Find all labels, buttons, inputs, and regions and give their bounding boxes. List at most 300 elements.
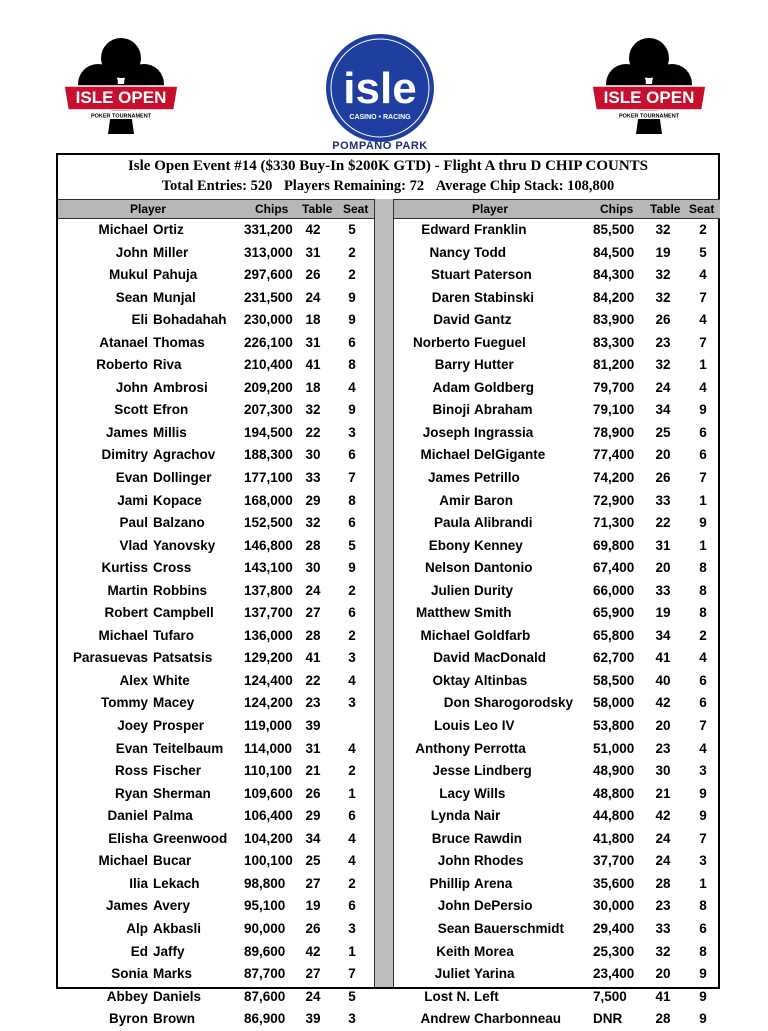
player-row — [394, 309, 720, 332]
table-number: 32 — [655, 289, 671, 305]
chip-count: 109,600 — [244, 785, 293, 801]
seat-number: 7 — [699, 718, 707, 734]
seat-number: 6 — [348, 898, 356, 914]
first-name: David — [433, 312, 470, 328]
first-name: Matthew — [416, 605, 470, 621]
seat-number: 1 — [348, 785, 356, 801]
player-row — [58, 692, 374, 715]
player-row — [58, 309, 374, 332]
table-number: 18 — [305, 312, 321, 328]
first-name: Lacy — [439, 785, 470, 801]
seat-number: 9 — [699, 1011, 707, 1027]
chip-count: 95,100 — [244, 898, 286, 914]
first-name: Paul — [119, 515, 148, 531]
last-name: Kopace — [153, 492, 202, 508]
player-row — [58, 918, 374, 941]
player-row — [58, 783, 374, 806]
chip-count: 84,200 — [593, 289, 635, 305]
seat-number: 1 — [699, 357, 707, 373]
player-row — [394, 580, 720, 603]
players-remaining: Players Remaining: 72 — [283, 178, 425, 194]
chip-count: 297,600 — [244, 267, 293, 283]
table-number: 30 — [655, 763, 671, 779]
last-name: Dantonio — [474, 560, 533, 576]
header-chips: Chips — [600, 202, 634, 216]
seat-number: 8 — [699, 560, 707, 576]
player-row — [58, 828, 374, 851]
seat-number: 9 — [348, 289, 356, 305]
seat-number: 4 — [699, 312, 707, 328]
chip-count: 41,800 — [593, 830, 635, 846]
chip-count: 62,700 — [593, 650, 635, 666]
chip-count: 29,400 — [593, 920, 635, 936]
seat-number: 9 — [699, 515, 707, 531]
seat-number: 3 — [348, 424, 356, 440]
first-name: Vlad — [119, 537, 148, 553]
header-seat: Seat — [689, 202, 715, 216]
seat-number: 4 — [699, 650, 707, 666]
player-row — [58, 986, 374, 1009]
seat-number: 2 — [348, 875, 356, 891]
seat-number: 8 — [699, 943, 707, 959]
seat-number: 4 — [348, 672, 356, 688]
player-row — [394, 986, 720, 1009]
table-number: 28 — [305, 627, 321, 643]
seat-number: 2 — [348, 627, 356, 643]
chip-count: DNR — [593, 1011, 623, 1027]
player-row — [58, 602, 374, 625]
last-name: Cross — [153, 560, 192, 576]
seat-number: 7 — [699, 289, 707, 305]
player-row — [394, 354, 720, 377]
player-row — [394, 850, 720, 873]
table-number: 24 — [655, 853, 671, 869]
last-name: Leo IV — [474, 718, 515, 734]
seat-number: 6 — [699, 672, 707, 688]
player-row — [58, 738, 374, 761]
first-name: Michael — [420, 627, 470, 643]
table-number: 34 — [655, 627, 671, 643]
first-name: Phillip — [429, 875, 470, 891]
seat-number: 6 — [348, 334, 356, 350]
first-name: Martin — [107, 582, 148, 598]
chip-count: 188,300 — [244, 447, 293, 463]
first-name: David — [433, 650, 470, 666]
player-row — [394, 512, 720, 535]
last-name: MacDonald — [474, 650, 547, 666]
table-number: 32 — [655, 943, 671, 959]
player-row — [394, 873, 720, 896]
event-summary — [58, 178, 718, 195]
last-name: Baron — [474, 492, 514, 508]
badge-subtext: POKER TOURNAMENT — [618, 113, 680, 120]
table-number: 30 — [305, 560, 321, 576]
player-row — [394, 941, 720, 964]
last-name: Durity — [474, 582, 514, 598]
last-name: Goldberg — [474, 379, 534, 395]
table-number: 21 — [655, 785, 671, 801]
player-row — [58, 242, 374, 265]
player-row — [58, 963, 374, 986]
last-name: Ingrassia — [474, 424, 534, 440]
venue-name: POMPANO PARK — [332, 140, 428, 152]
chip-count: 77,400 — [593, 447, 635, 463]
player-row — [394, 444, 720, 467]
chip-count: 79,100 — [593, 402, 635, 418]
player-row — [58, 467, 374, 490]
table-number: 21 — [305, 763, 321, 779]
seat-number: 4 — [348, 740, 356, 756]
chip-count: 53,800 — [593, 718, 635, 734]
last-name: Nair — [474, 808, 501, 824]
player-row — [394, 535, 720, 558]
chip-count: 86,900 — [244, 1011, 286, 1027]
player-row — [58, 670, 374, 693]
chip-count: 87,600 — [244, 988, 286, 1004]
table-number: 32 — [305, 515, 321, 531]
table-number: 29 — [305, 808, 321, 824]
first-name: Michael — [98, 222, 148, 237]
chip-count: 71,300 — [593, 515, 635, 531]
last-name: Bucar — [153, 853, 192, 869]
table-number: 28 — [305, 537, 321, 553]
table-number: 22 — [305, 672, 321, 688]
chip-count: 100,100 — [244, 853, 293, 869]
table-number: 42 — [655, 695, 671, 711]
chip-count: 106,400 — [244, 808, 293, 824]
first-name: Don — [443, 695, 470, 711]
chip-count: 104,200 — [244, 830, 293, 846]
first-name: Anthony — [415, 740, 470, 756]
seat-number: 9 — [699, 808, 707, 824]
table-number: 41 — [655, 988, 671, 1004]
player-row — [394, 467, 720, 490]
last-name: Millis — [153, 424, 187, 440]
chip-count: 146,800 — [244, 537, 293, 553]
chip-count: 69,800 — [593, 537, 635, 553]
first-name: Bruce — [431, 830, 470, 846]
seat-number: 7 — [699, 830, 707, 846]
chip-count: 177,100 — [244, 470, 293, 486]
seat-number: 9 — [348, 560, 356, 576]
first-name: Robert — [104, 605, 148, 621]
table-number: 23 — [655, 740, 671, 756]
table-number: 33 — [655, 582, 671, 598]
chip-count: 124,200 — [244, 695, 293, 711]
player-row — [394, 692, 720, 715]
table-number: 27 — [305, 875, 321, 891]
player-row — [58, 580, 374, 603]
first-name: Julien — [430, 582, 470, 598]
last-name: Smith — [474, 605, 512, 621]
seat-number: 8 — [699, 582, 707, 598]
chip-count: 83,900 — [593, 312, 635, 328]
last-name: DePersio — [474, 898, 533, 914]
last-name: Sherman — [153, 785, 211, 801]
last-name: Akbasli — [153, 920, 202, 936]
first-name: Andrew — [420, 1011, 470, 1027]
player-row — [394, 490, 720, 513]
last-name: Prosper — [153, 718, 205, 734]
chip-count: 66,000 — [593, 582, 635, 598]
first-name: Edward — [421, 222, 470, 237]
table-number: 24 — [305, 289, 321, 305]
seat-number: 8 — [699, 605, 707, 621]
first-name: John — [437, 853, 470, 869]
table-number: 25 — [655, 424, 671, 440]
seat-number: 2 — [348, 244, 356, 260]
table-number: 26 — [305, 920, 321, 936]
first-name: Dimitry — [101, 447, 148, 463]
table-number: 23 — [655, 334, 671, 350]
chip-count: 83,300 — [593, 334, 635, 350]
player-row — [394, 377, 720, 400]
chip-count: 87,700 — [244, 966, 286, 982]
player-list-left — [58, 219, 374, 1031]
table-number: 24 — [655, 830, 671, 846]
first-name: Scott — [114, 402, 148, 418]
last-name: Munjal — [153, 289, 196, 305]
last-name: DelGigante — [474, 447, 546, 463]
table-number: 20 — [655, 560, 671, 576]
first-name: Daniel — [107, 808, 148, 824]
isle-open-logo-left — [60, 34, 182, 142]
seat-number: 9 — [699, 988, 707, 1004]
seat-number: 6 — [348, 605, 356, 621]
seat-number: 6 — [699, 920, 707, 936]
last-name: Ambrosi — [153, 379, 208, 395]
player-row — [394, 918, 720, 941]
last-name: Wills — [474, 785, 506, 801]
chip-count: 114,000 — [244, 740, 293, 756]
chip-count: 25,300 — [593, 943, 635, 959]
chip-count: 58,500 — [593, 672, 635, 688]
first-name: Jesse — [432, 763, 470, 779]
player-row — [58, 647, 374, 670]
table-number: 31 — [305, 740, 321, 756]
chip-count: 207,300 — [244, 402, 293, 418]
first-name: Roberto — [96, 357, 148, 373]
chip-count: 85,500 — [593, 222, 635, 237]
chip-count: 51,000 — [593, 740, 635, 756]
last-name: Abraham — [474, 402, 533, 418]
seat-number: 9 — [348, 312, 356, 328]
first-name: Parasuevas — [72, 650, 148, 666]
seat-number: 5 — [348, 222, 356, 237]
player-row — [394, 602, 720, 625]
seat-number: 6 — [699, 424, 707, 440]
chip-count: 110,100 — [244, 763, 293, 779]
seat-number: 9 — [699, 966, 707, 982]
table-number: 20 — [655, 718, 671, 734]
seat-number: 2 — [348, 582, 356, 598]
seat-number: 3 — [348, 1011, 356, 1027]
player-row — [394, 647, 720, 670]
first-name: Jami — [117, 492, 148, 508]
seat-number: 1 — [699, 492, 707, 508]
seat-number: 8 — [699, 898, 707, 914]
table-number: 41 — [655, 650, 671, 666]
player-row — [394, 760, 720, 783]
player-row — [394, 738, 720, 761]
first-name: Atanael — [99, 334, 148, 350]
chip-count: 168,000 — [244, 492, 293, 508]
table-number: 33 — [305, 470, 321, 486]
last-name: Lekach — [153, 875, 200, 891]
first-name: Ilia — [129, 875, 148, 891]
chip-count: 84,300 — [593, 267, 635, 283]
chip-count: 90,000 — [244, 920, 286, 936]
last-name: Greenwood — [153, 830, 228, 846]
table-number: 20 — [655, 447, 671, 463]
first-name: Louis — [434, 718, 470, 734]
first-name: Amir — [439, 492, 470, 508]
last-name: Dollinger — [153, 470, 212, 486]
player-row — [58, 332, 374, 355]
event-title: Isle Open Event #14 ($330 Buy-In $200K GTD) - Flight A thru D CHIP COUNTS — [127, 158, 649, 174]
logo-subtext: CASINO • RACING — [349, 114, 411, 121]
table-number: 22 — [655, 515, 671, 531]
first-name: Ebony — [428, 537, 470, 553]
last-name: Agrachov — [153, 447, 216, 463]
player-row — [58, 760, 374, 783]
first-name: Michael — [98, 627, 148, 643]
column-header-left — [58, 199, 374, 219]
player-row — [394, 828, 720, 851]
chip-count: 78,900 — [593, 424, 635, 440]
first-name: Eli — [131, 312, 148, 328]
first-name: Nelson — [424, 560, 470, 576]
chip-count: 84,500 — [593, 244, 635, 260]
last-name: Campbell — [153, 605, 214, 621]
last-name: Petrillo — [474, 470, 520, 486]
table-number: 27 — [305, 605, 321, 621]
first-name: James — [427, 470, 470, 486]
player-row — [394, 670, 720, 693]
header-player: Player — [472, 202, 509, 216]
table-number: 29 — [305, 492, 321, 508]
seat-number: 6 — [348, 447, 356, 463]
last-name: Avery — [153, 898, 191, 914]
first-name: Joseph — [422, 424, 470, 440]
last-name: Paterson — [474, 267, 532, 283]
last-name: Tufaro — [153, 627, 194, 643]
player-row — [58, 264, 374, 287]
table-number: 39 — [305, 718, 321, 734]
seat-number: 4 — [348, 830, 356, 846]
chip-count: 210,400 — [244, 357, 293, 373]
player-row — [394, 783, 720, 806]
table-number: 34 — [655, 402, 671, 418]
last-name: Charbonneau — [474, 1011, 562, 1027]
player-row — [394, 625, 720, 648]
average-stack: Average Chip Stack: 108,800 — [435, 178, 615, 194]
last-name: Perrotta — [474, 740, 526, 756]
first-name: Joey — [117, 718, 148, 734]
first-name: Daren — [431, 289, 470, 305]
table-number: 31 — [305, 244, 321, 260]
seat-number: 3 — [348, 695, 356, 711]
last-name: Yarina — [474, 966, 515, 982]
player-row — [394, 264, 720, 287]
seat-number: 9 — [348, 402, 356, 418]
last-name: Brown — [153, 1011, 195, 1027]
chip-count: 226,100 — [244, 334, 293, 350]
table-number: 32 — [655, 267, 671, 283]
seat-number: 2 — [699, 222, 707, 237]
seat-number: 4 — [348, 853, 356, 869]
chip-count: 58,000 — [593, 695, 635, 711]
first-name: Byron — [108, 1011, 148, 1027]
chip-count: 129,200 — [244, 650, 293, 666]
seat-number: 4 — [699, 267, 707, 283]
table-number: 24 — [655, 379, 671, 395]
table-number: 42 — [305, 943, 321, 959]
last-name: Gantz — [474, 312, 512, 328]
first-name: Evan — [115, 740, 148, 756]
header-player: Player — [130, 202, 167, 216]
column-divider — [374, 199, 394, 987]
first-name: John — [115, 379, 148, 395]
seat-number: 3 — [699, 763, 707, 779]
player-row — [58, 715, 374, 738]
player-row — [58, 490, 374, 513]
last-name: Macey — [153, 695, 195, 711]
player-list-right — [394, 219, 720, 1031]
seat-number: 4 — [699, 379, 707, 395]
last-name: Riva — [153, 357, 182, 373]
seat-number: 8 — [348, 492, 356, 508]
chip-count: 35,600 — [593, 875, 635, 891]
first-name: Keith — [436, 943, 470, 959]
chip-count: 231,500 — [244, 289, 293, 305]
player-row — [394, 895, 720, 918]
last-name: Morea — [474, 943, 514, 959]
isle-casino-logo — [325, 33, 435, 143]
chip-count: 65,800 — [593, 627, 635, 643]
last-name: Bohadahah — [153, 312, 227, 328]
table-number: 31 — [655, 537, 671, 553]
last-name: Rhodes — [474, 853, 524, 869]
last-name: Left — [474, 988, 499, 1004]
player-row — [58, 219, 374, 242]
first-name: Binoji — [432, 402, 470, 418]
seat-number: 1 — [699, 875, 707, 891]
last-name: Efron — [153, 402, 189, 418]
first-name: Oktay — [432, 672, 470, 688]
table-number: 23 — [305, 695, 321, 711]
seat-number: 7 — [348, 470, 356, 486]
player-row — [394, 805, 720, 828]
last-name: Franklin — [474, 222, 527, 237]
player-row — [58, 535, 374, 558]
last-name: Alibrandi — [474, 515, 533, 531]
seat-number: 1 — [348, 943, 356, 959]
seat-number: 8 — [348, 357, 356, 373]
first-name: John — [437, 898, 470, 914]
seat-number: 5 — [348, 988, 356, 1004]
table-number: 41 — [305, 357, 321, 373]
first-name: Abbey — [106, 988, 148, 1004]
table-number: 22 — [305, 424, 321, 440]
player-row — [58, 377, 374, 400]
chip-count: 37,700 — [593, 853, 635, 869]
first-name: Paula — [433, 515, 470, 531]
last-name: White — [153, 672, 190, 688]
table-number: 26 — [305, 267, 321, 283]
first-name: Norberto — [413, 334, 470, 350]
chip-count: 137,700 — [244, 605, 293, 621]
